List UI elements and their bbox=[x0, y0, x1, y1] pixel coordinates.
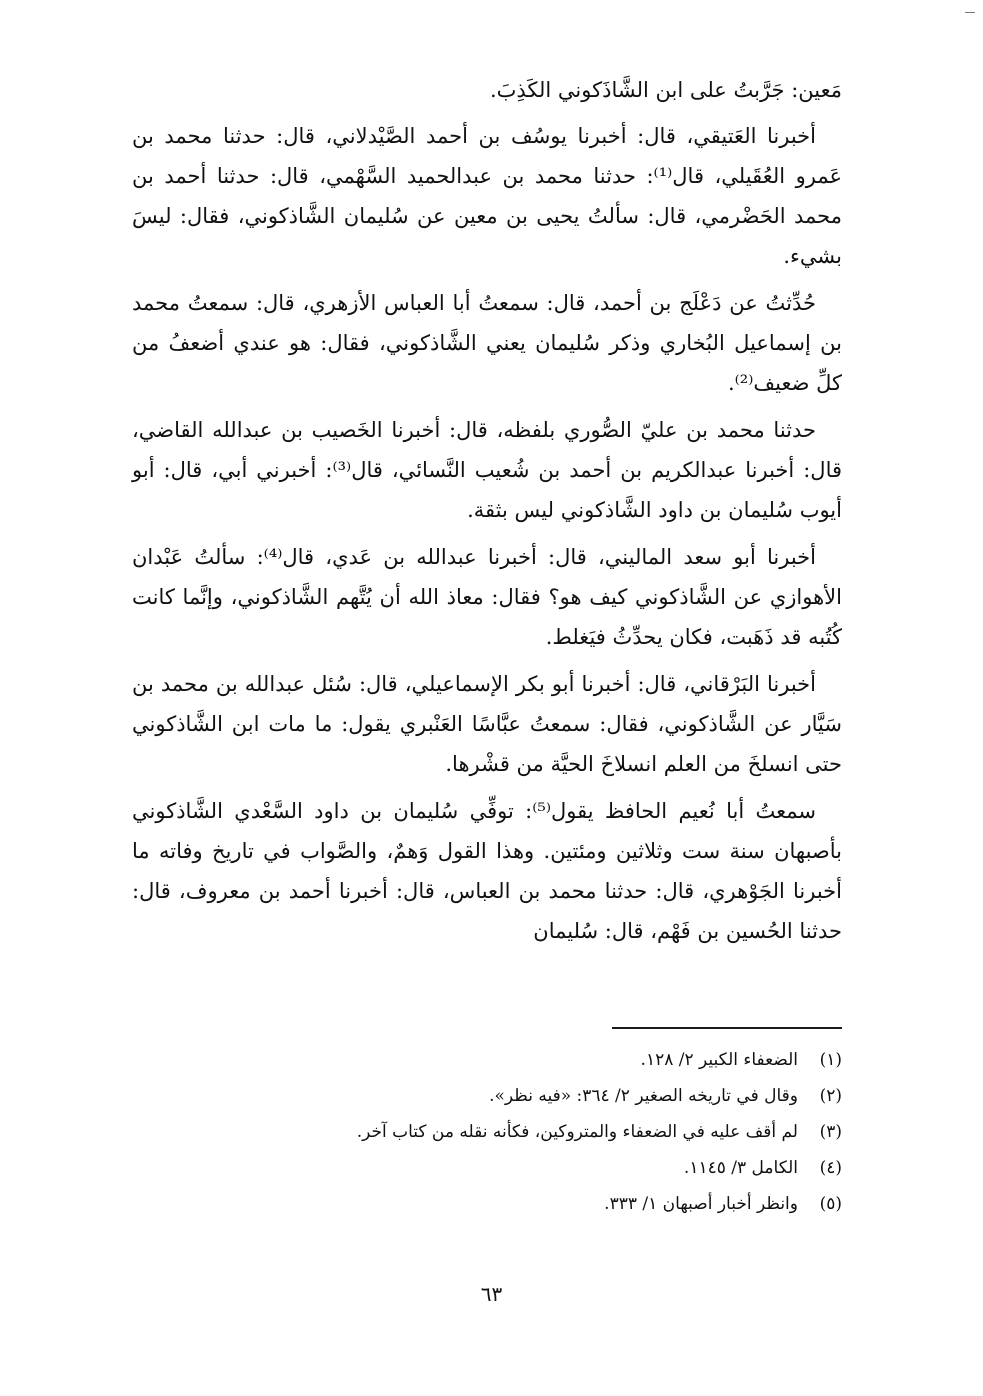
footnote-number: (٣) bbox=[819, 1122, 842, 1142]
footnote bbox=[160, 1042, 842, 1078]
paragraph: سمعتُ أبا نُعيم الحافظ يقول⁽⁵⁾: توفِّي سُليمان بن داود السَّعْدي الشَّاذكوني بأصبهان سنة ست وثلاثين ومئتين. وهذا القول وَهمٌ، والصَّواب في تاريخ وفاته ما أخبرنا الجَوْهري، قال: حدثنا محمد بن العباس، قال: أخبرنا أحمد بن معروف، قال: حدثنا الحُسين بن فَهْم، قال: سُليمان bbox=[132, 799, 842, 943]
footnote-text: الكامل ٣/ ١١٤٥. bbox=[683, 1158, 798, 1178]
footnotes bbox=[160, 1042, 842, 1222]
paragraph: أخبرنا البَرْقاني، قال: أخبرنا أبو بكر الإسماعيلي، قال: سُئل عبدالله بن محمد بن سَيَّار عن الشَّاذكوني، فقال: سمعتُ عبَّاسًا العَنْبري يقول: ما مات ابن الشَّاذكوني حتى انسلخَ من العلم انسلاخَ الحيَّة من قشْرها. bbox=[132, 672, 842, 776]
footnote-number: (١) bbox=[819, 1050, 842, 1070]
paragraph: حُدِّثتُ عن دَعْلَج بن أحمد، قال: سمعتُ أبا العباس الأزهري، قال: سمعتُ محمد بن إسماعيل البُخاري وذكر سُليمان يعني الشَّاذكوني، فقال: هو عندي أضعفُ من كلِّ ضعيف⁽²⁾. bbox=[132, 291, 842, 395]
corner-mark bbox=[965, 12, 975, 13]
paragraph: مَعين: جَرَّبتُ على ابن الشَّاذَكوني الكَذِبَ. bbox=[489, 78, 842, 102]
footnote-number: (٤) bbox=[819, 1158, 842, 1178]
footnote bbox=[160, 1114, 842, 1150]
footnote bbox=[160, 1150, 842, 1186]
footnote-divider bbox=[612, 1027, 842, 1029]
footnote-text: لم أقف عليه في الضعفاء والمتروكين، فكأنه نقله من كتاب آخر. bbox=[356, 1122, 798, 1142]
footnote-text: وانظر أخبار أصبهان ١/ ٣٣٣. bbox=[604, 1194, 798, 1214]
footnote bbox=[160, 1186, 842, 1222]
paragraph: أخبرنا أبو سعد الماليني، قال: أخبرنا عبدالله بن عَدي، قال⁽⁴⁾: سألتُ عَبْدان الأهوازي عن الشَّاذكوني كيف هو؟ فقال: معاذ الله أن يُتَّهم الشَّاذكوني، وإنَّما كانت كُتُبه قد ذَهَبت، فكان يحدِّثُ فيَغلط. bbox=[132, 545, 842, 649]
footnote-text: وقال في تاريخه الصغير ٢/ ٣٦٤: «فيه نظر». bbox=[489, 1086, 798, 1106]
footnote-text: الضعفاء الكبير ٢/ ١٢٨. bbox=[640, 1050, 798, 1070]
footnote bbox=[160, 1078, 842, 1114]
paragraph: أخبرنا العَتيقي، قال: أخبرنا يوسُف بن أحمد الصَّيْدلاني، قال: حدثنا محمد بن عَمرو العُقَيلي، قال⁽¹⁾: حدثنا محمد بن عبدالحميد السَّهْمي، قال: حدثنا أحمد بن محمد الحَضْرمي، قال: سألتُ يحيى بن معين عن سُليمان الشَّاذكوني، فقال: ليسَ بشيء. bbox=[132, 124, 842, 268]
paragraph: حدثنا محمد بن عليّ الصُّوري بلفظه، قال: أخبرنا الخَصيب بن عبدالله القاضي، قال: أخبرنا عبدالكريم بن أحمد بن شُعيب النَّسائي، قال⁽³⁾: أخبرني أبي، قال: أبو أيوب سُليمان بن داود الشَّاذكوني ليس بثقة. bbox=[132, 418, 843, 522]
page-number: ٦٣ bbox=[480, 1282, 503, 1306]
page-body bbox=[132, 70, 842, 958]
footnote-number: (٢) bbox=[819, 1086, 842, 1106]
footnote-number: (٥) bbox=[819, 1194, 842, 1214]
